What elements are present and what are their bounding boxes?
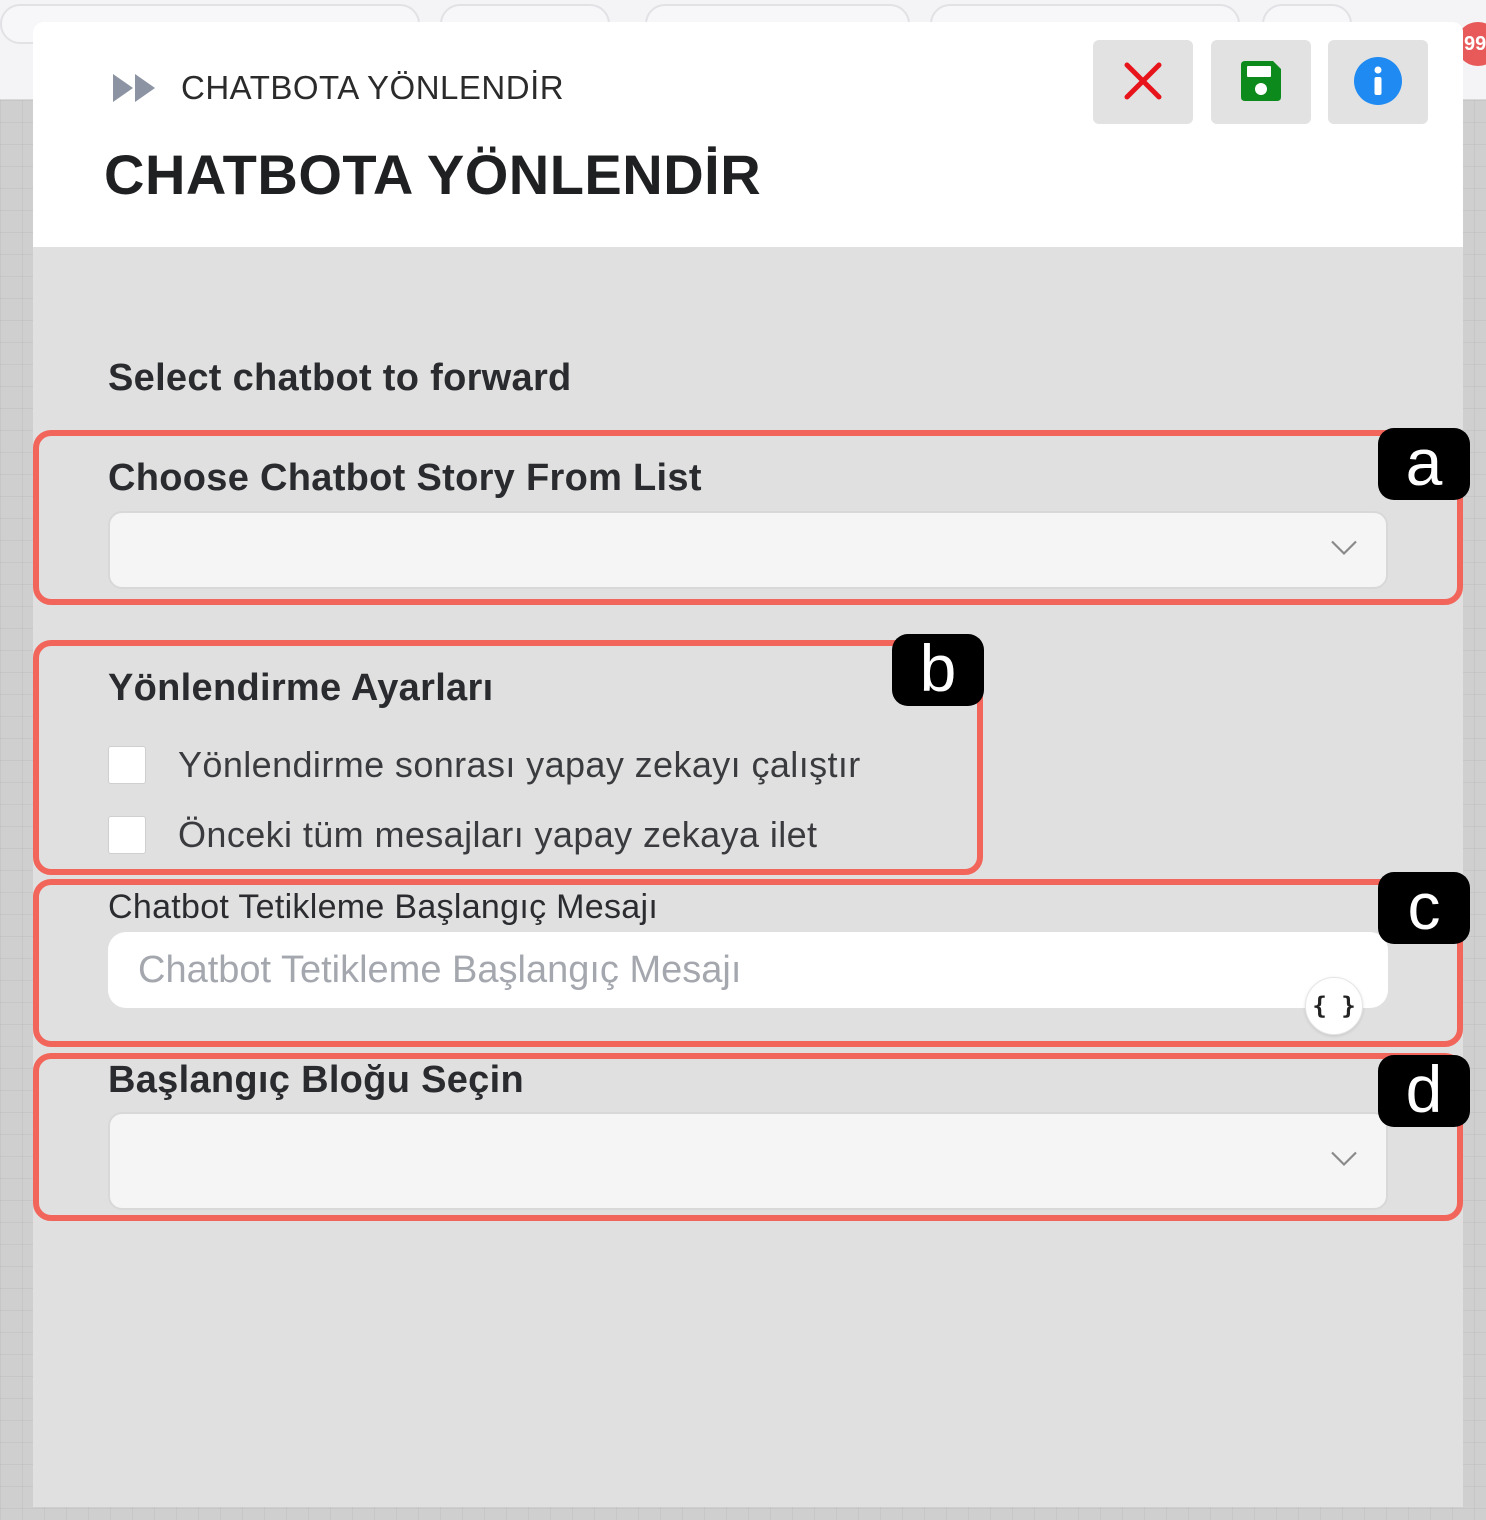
annotation-tag-b: b [892, 634, 984, 706]
annotation-tag-a: a [1378, 428, 1470, 500]
breadcrumb-label: CHATBOTA YÖNLENDİR [181, 69, 565, 106]
start-block-label: Başlangıç Bloğu Seçin [108, 1059, 524, 1101]
annotation-tag-c: c [1378, 872, 1470, 944]
info-icon [1353, 56, 1403, 109]
variable-button[interactable]: { } [1305, 977, 1363, 1035]
annotation-box-b [33, 640, 983, 875]
modal-header [33, 22, 1463, 247]
forward-messages-label: Önceki tüm mesajları yapay zekaya ilet [178, 814, 818, 855]
close-icon [1123, 61, 1163, 104]
info-button[interactable] [1328, 40, 1428, 124]
annotation-tag-d: d [1378, 1055, 1470, 1127]
save-icon [1237, 57, 1285, 108]
save-button[interactable] [1211, 40, 1311, 124]
story-select-label: Choose Chatbot Story From List [108, 457, 702, 499]
notification-badge: 99 [1456, 22, 1486, 66]
page-title: CHATBOTA YÖNLENDİR [104, 143, 762, 206]
forward-settings-title: Yönlendirme Ayarları [108, 667, 494, 709]
fast-forward-icon [111, 72, 157, 104]
breadcrumb [111, 68, 564, 108]
annotation-box-a [33, 430, 1463, 605]
form-heading: Select chatbot to forward [108, 357, 572, 399]
close-button[interactable] [1093, 40, 1193, 124]
run-ai-label: Yönlendirme sonrası yapay zekayı çalıştır [178, 744, 861, 785]
annotation-box-c [33, 879, 1463, 1047]
annotation-box-d [33, 1053, 1463, 1221]
trigger-message-label: Chatbot Tetikleme Başlangıç Mesajı [108, 888, 659, 926]
